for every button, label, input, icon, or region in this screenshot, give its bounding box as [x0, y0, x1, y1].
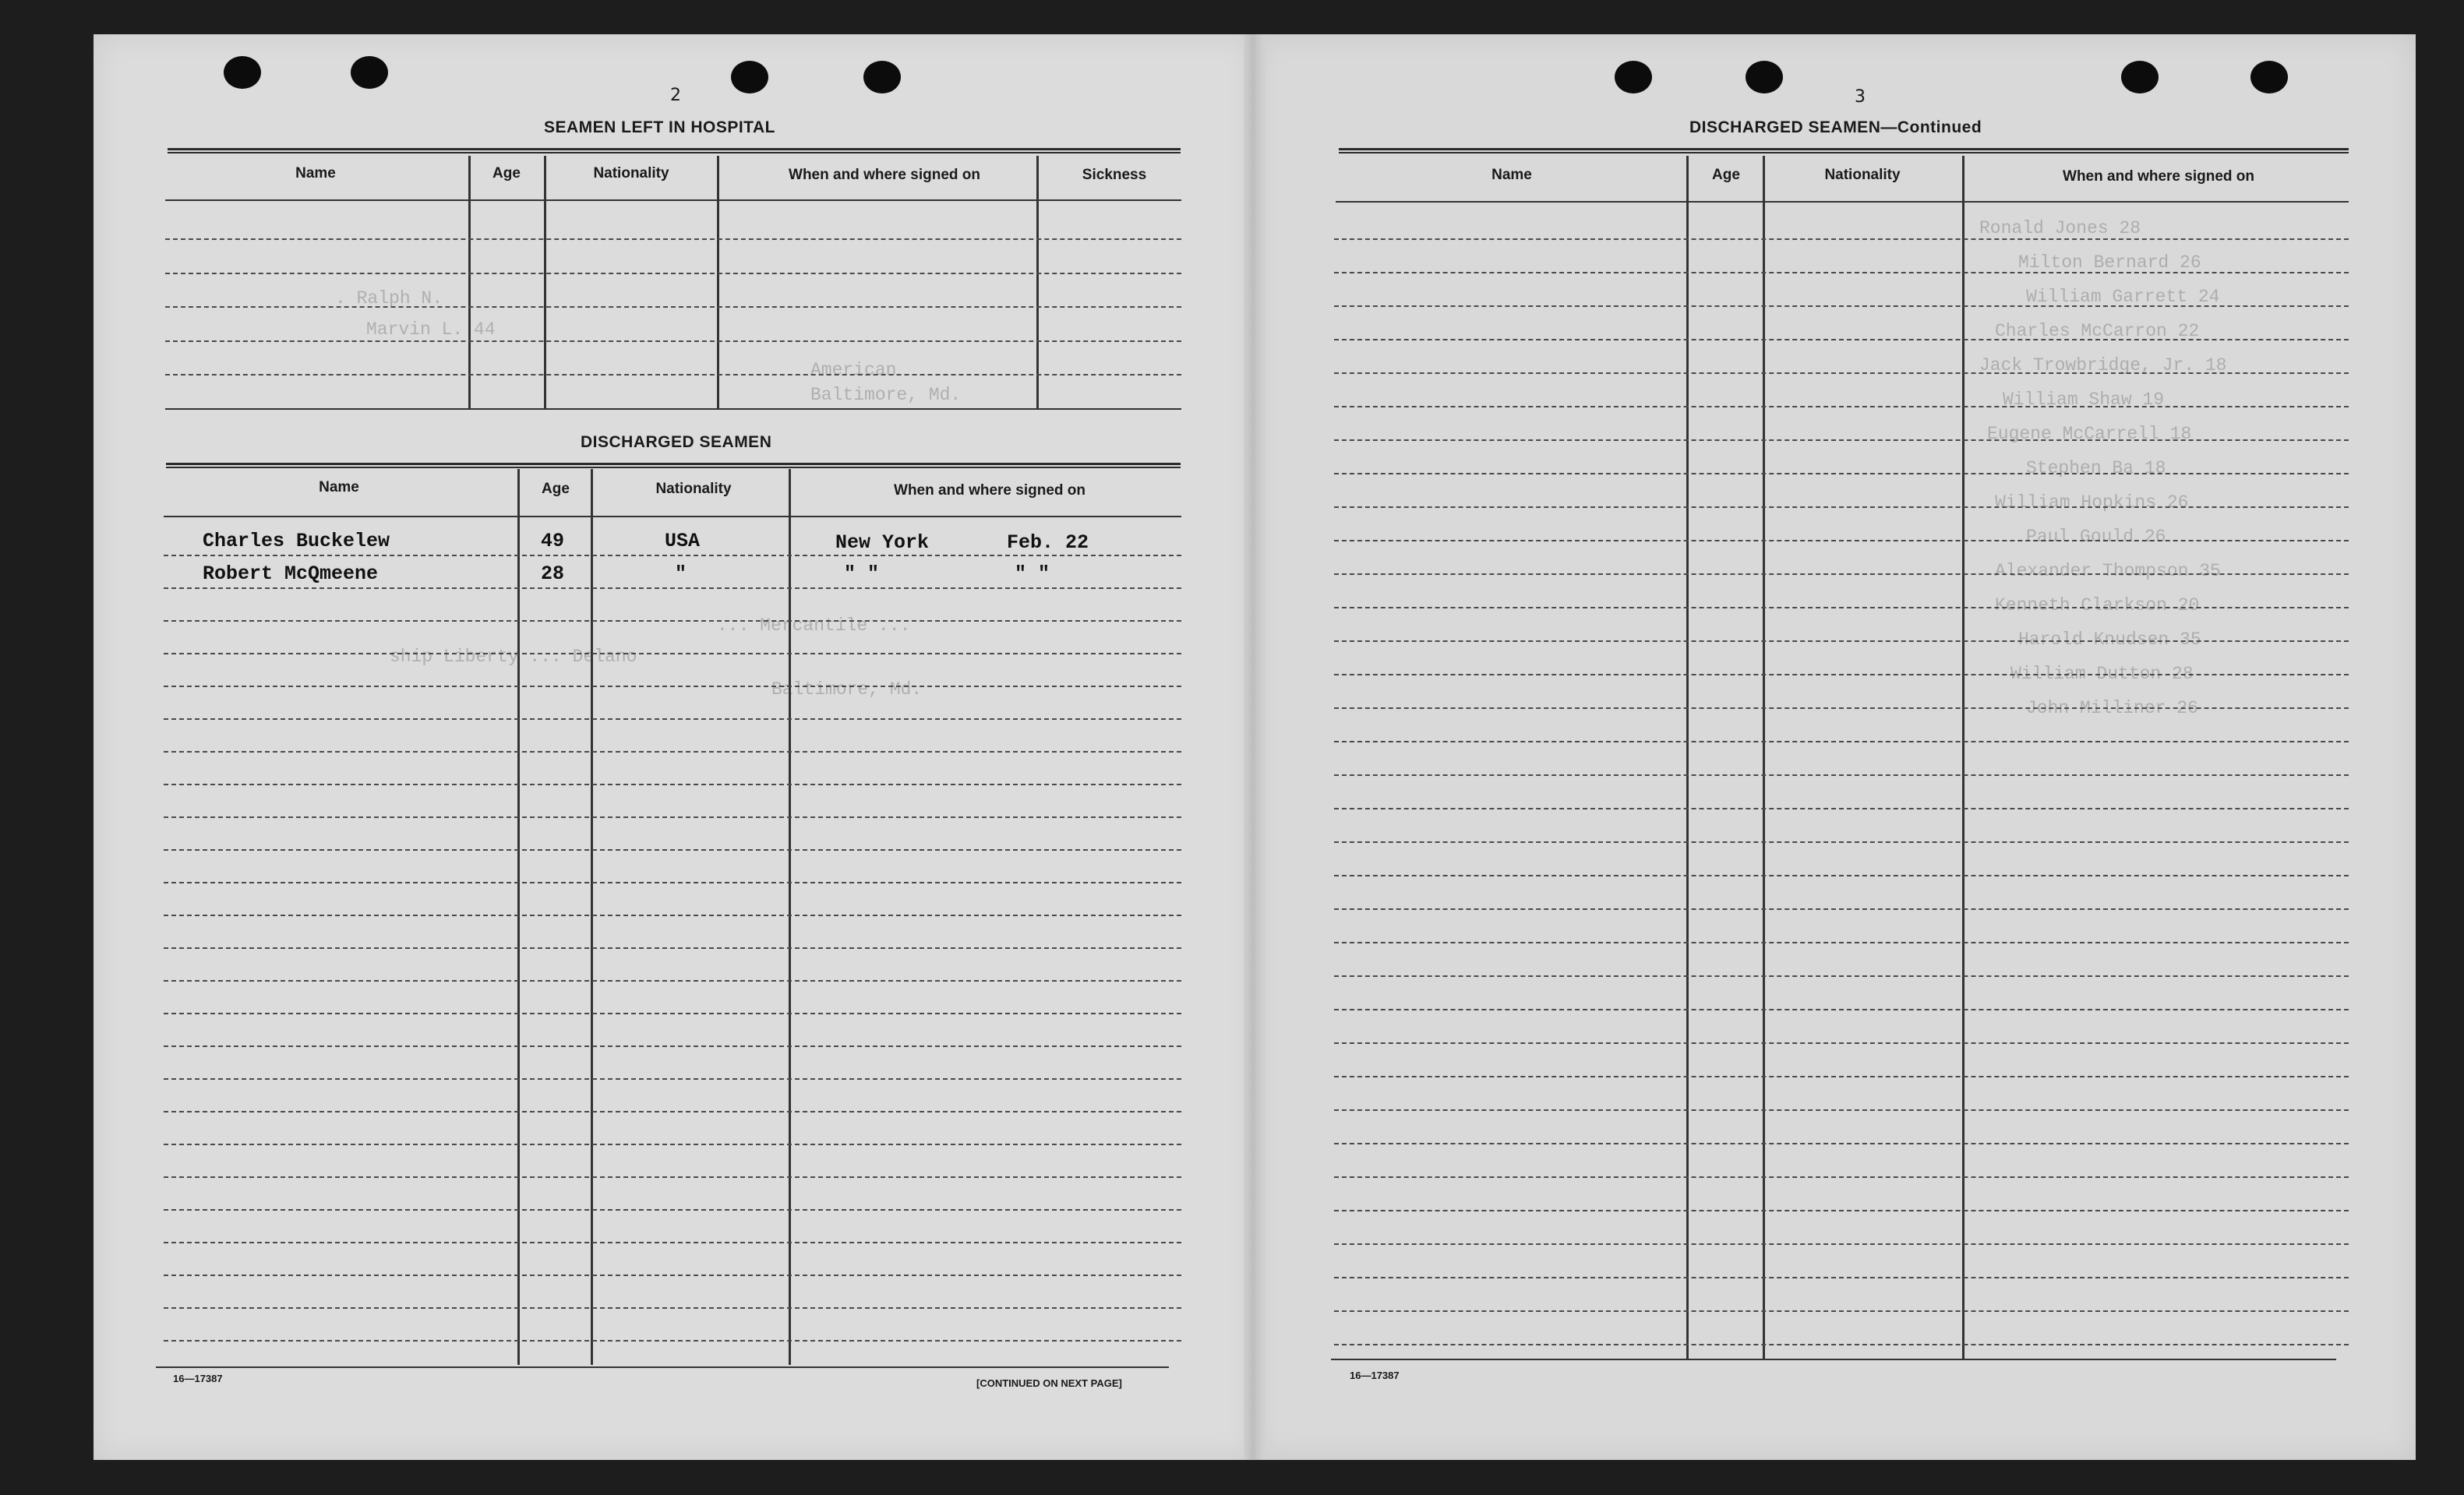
seaman-name: Charles Buckelew [203, 530, 390, 552]
col-header-signed-on: When and where signed on [2063, 168, 2254, 185]
row-rule [165, 306, 1181, 308]
column-divider [468, 156, 471, 409]
row-rule [164, 849, 1181, 851]
continued-note: [CONTINUED ON NEXT PAGE] [976, 1377, 1122, 1389]
row-rule [1334, 439, 2349, 441]
row-rule [165, 238, 1181, 240]
row-rule [1334, 1243, 2349, 1245]
row-rule [165, 273, 1181, 274]
row-rule [164, 882, 1181, 883]
row-rule [164, 751, 1181, 753]
seaman-signed-date: " " [1015, 562, 1050, 585]
table-bottom-rule [156, 1366, 1169, 1368]
row-rule [1334, 1210, 2349, 1211]
col-header-name: Name [1491, 167, 1532, 183]
bleed-through-text: ... Mercantile ... [717, 615, 911, 636]
col-header-nationality: Nationality [655, 481, 732, 497]
seaman-signed-place: New York [835, 531, 930, 554]
row-rule [1334, 875, 2349, 876]
row-rule [164, 555, 1181, 556]
seaman-age: 49 [541, 530, 565, 552]
row-rule [1334, 406, 2349, 407]
bleed-through-text: Ronald Jones 28 [1979, 218, 2141, 238]
bleed-through-text: Stephen Ba 18 [2026, 458, 2166, 478]
row-rule [1334, 1277, 2349, 1278]
page-spine [1244, 34, 1266, 1460]
col-header-nationality: Nationality [1824, 167, 1901, 183]
row-rule [1334, 741, 2349, 742]
table-bottom-rule [1331, 1359, 2336, 1360]
bleed-through-text: American [810, 360, 897, 380]
punch-hole-icon [1615, 61, 1652, 93]
seaman-nationality: USA [665, 530, 701, 552]
row-rule [164, 1340, 1181, 1342]
seaman-name: Robert McQmeene [203, 562, 379, 585]
table-top-rule [168, 148, 1181, 153]
row-rule [1334, 975, 2349, 977]
bleed-through-text: Paul Gould 26 [2026, 527, 2166, 547]
header-rule [1336, 201, 2349, 203]
row-rule [1334, 1310, 2349, 1312]
row-rule [164, 1275, 1181, 1276]
bleed-through-text: Eugene McCarrell 18 [1987, 424, 2192, 444]
row-rule [1334, 506, 2349, 508]
bleed-through-text: William Shaw 19 [2003, 390, 2165, 410]
col-header-name: Name [319, 479, 359, 495]
page-number: 2 [670, 86, 681, 105]
row-rule [1334, 808, 2349, 809]
column-divider [789, 469, 791, 1365]
bleed-through-text: John Milliner 26 [2026, 698, 2198, 718]
punch-hole-icon [2250, 61, 2288, 93]
row-rule [164, 1078, 1181, 1080]
row-rule [164, 947, 1181, 949]
bleed-through-text: William Hopkins 26 [1995, 492, 2189, 513]
row-rule [164, 686, 1181, 687]
row-rule [164, 587, 1181, 589]
section-title-continued: —Continued [1880, 118, 1982, 136]
row-rule [164, 1242, 1181, 1243]
col-header-nationality: Nationality [593, 165, 669, 182]
bleed-through-text: Charles McCarron 22 [1995, 321, 2200, 341]
bleed-through-text: Alexander Thompson 35 [1995, 561, 2221, 581]
col-header-sickness: Sickness [1082, 167, 1147, 183]
right-page [1255, 34, 2416, 1460]
row-rule [165, 340, 1181, 342]
section-title-hospital: SEAMEN LEFT IN HOSPITAL [544, 118, 775, 136]
bleed-through-text: Marvin L. 44 [366, 319, 496, 340]
table-top-rule [1339, 148, 2349, 153]
row-rule [1334, 942, 2349, 943]
row-rule [1334, 1143, 2349, 1144]
punch-hole-icon [863, 61, 901, 93]
column-divider [544, 156, 546, 409]
table-bottom-rule [165, 408, 1181, 410]
row-rule [1334, 1009, 2349, 1010]
section-title-discharged-continued [1689, 118, 1982, 137]
section-title-discharged: DISCHARGED SEAMEN [581, 433, 772, 451]
row-rule [1334, 1109, 2349, 1111]
row-rule [1334, 473, 2349, 474]
punch-hole-icon [731, 61, 768, 93]
seaman-signed-date: Feb. 22 [1007, 531, 1089, 554]
bleed-through-text: Harold Knudsen 35 [2018, 629, 2201, 650]
row-rule [164, 784, 1181, 785]
header-rule [165, 199, 1181, 201]
col-header-name: Name [295, 165, 336, 182]
row-rule [164, 1209, 1181, 1211]
row-rule [164, 816, 1181, 818]
punch-hole-icon [2121, 61, 2159, 93]
row-rule [164, 915, 1181, 916]
row-rule [1334, 674, 2349, 675]
seaman-nationality: " [675, 562, 687, 585]
bleed-through-text: Baltimore, Md. [771, 679, 923, 700]
row-rule [164, 620, 1181, 622]
row-rule [164, 653, 1181, 654]
row-rule [1334, 1076, 2349, 1077]
bleed-through-text: Jack Trowbridge, Jr. 18 [1979, 355, 2227, 376]
row-rule [1334, 1176, 2349, 1178]
punch-hole-icon [351, 56, 388, 89]
row-rule [1334, 1042, 2349, 1044]
row-rule [164, 1045, 1181, 1047]
left-page [94, 34, 1255, 1460]
bleed-through-text: William Dutton 28 [2010, 664, 2194, 684]
bleed-through-text: William Garrett 24 [2026, 287, 2220, 307]
row-rule [164, 1144, 1181, 1145]
row-rule [1334, 841, 2349, 843]
column-divider [1763, 156, 1765, 1359]
bleed-through-text: ship Liberty ... Delano [390, 647, 637, 667]
row-rule [164, 1111, 1181, 1112]
column-divider [1686, 156, 1689, 1359]
col-header-age: Age [542, 481, 570, 497]
seaman-age: 28 [541, 562, 565, 585]
bleed-through-text: Kenneth Clarkson 20 [1995, 595, 2200, 615]
punch-hole-icon [224, 56, 261, 89]
row-rule [164, 1176, 1181, 1178]
col-header-age: Age [492, 165, 521, 182]
table-top-rule [166, 463, 1181, 468]
bleed-through-text: Baltimore, Md. [810, 385, 962, 405]
row-rule [165, 374, 1181, 376]
form-number: 16—17387 [173, 1373, 223, 1384]
bleed-through-text: . Ralph N. [335, 288, 443, 309]
row-rule [164, 1013, 1181, 1014]
column-divider [517, 469, 520, 1365]
seaman-signed-place: " " [844, 562, 880, 585]
col-header-age: Age [1712, 167, 1740, 183]
row-rule [1334, 908, 2349, 910]
column-divider [591, 469, 593, 1365]
column-divider [1036, 156, 1039, 409]
page-number: 3 [1855, 87, 1866, 107]
section-title-text: DISCHARGED SEAMEN [1689, 118, 1881, 136]
row-rule [164, 718, 1181, 720]
row-rule [1334, 1344, 2349, 1345]
col-header-signed-on: When and where signed on [894, 482, 1086, 499]
row-rule [164, 1307, 1181, 1309]
row-rule [1334, 774, 2349, 776]
form-number: 16—17387 [1350, 1370, 1400, 1381]
column-divider [1962, 156, 1964, 1359]
header-rule [164, 516, 1181, 517]
column-divider [717, 156, 719, 409]
row-rule [164, 980, 1181, 982]
punch-hole-icon [1746, 61, 1783, 93]
col-header-signed-on: When and where signed on [789, 167, 980, 183]
row-rule [1334, 540, 2349, 541]
bleed-through-text: Milton Bernard 26 [2018, 252, 2201, 273]
row-rule [1334, 238, 2349, 240]
